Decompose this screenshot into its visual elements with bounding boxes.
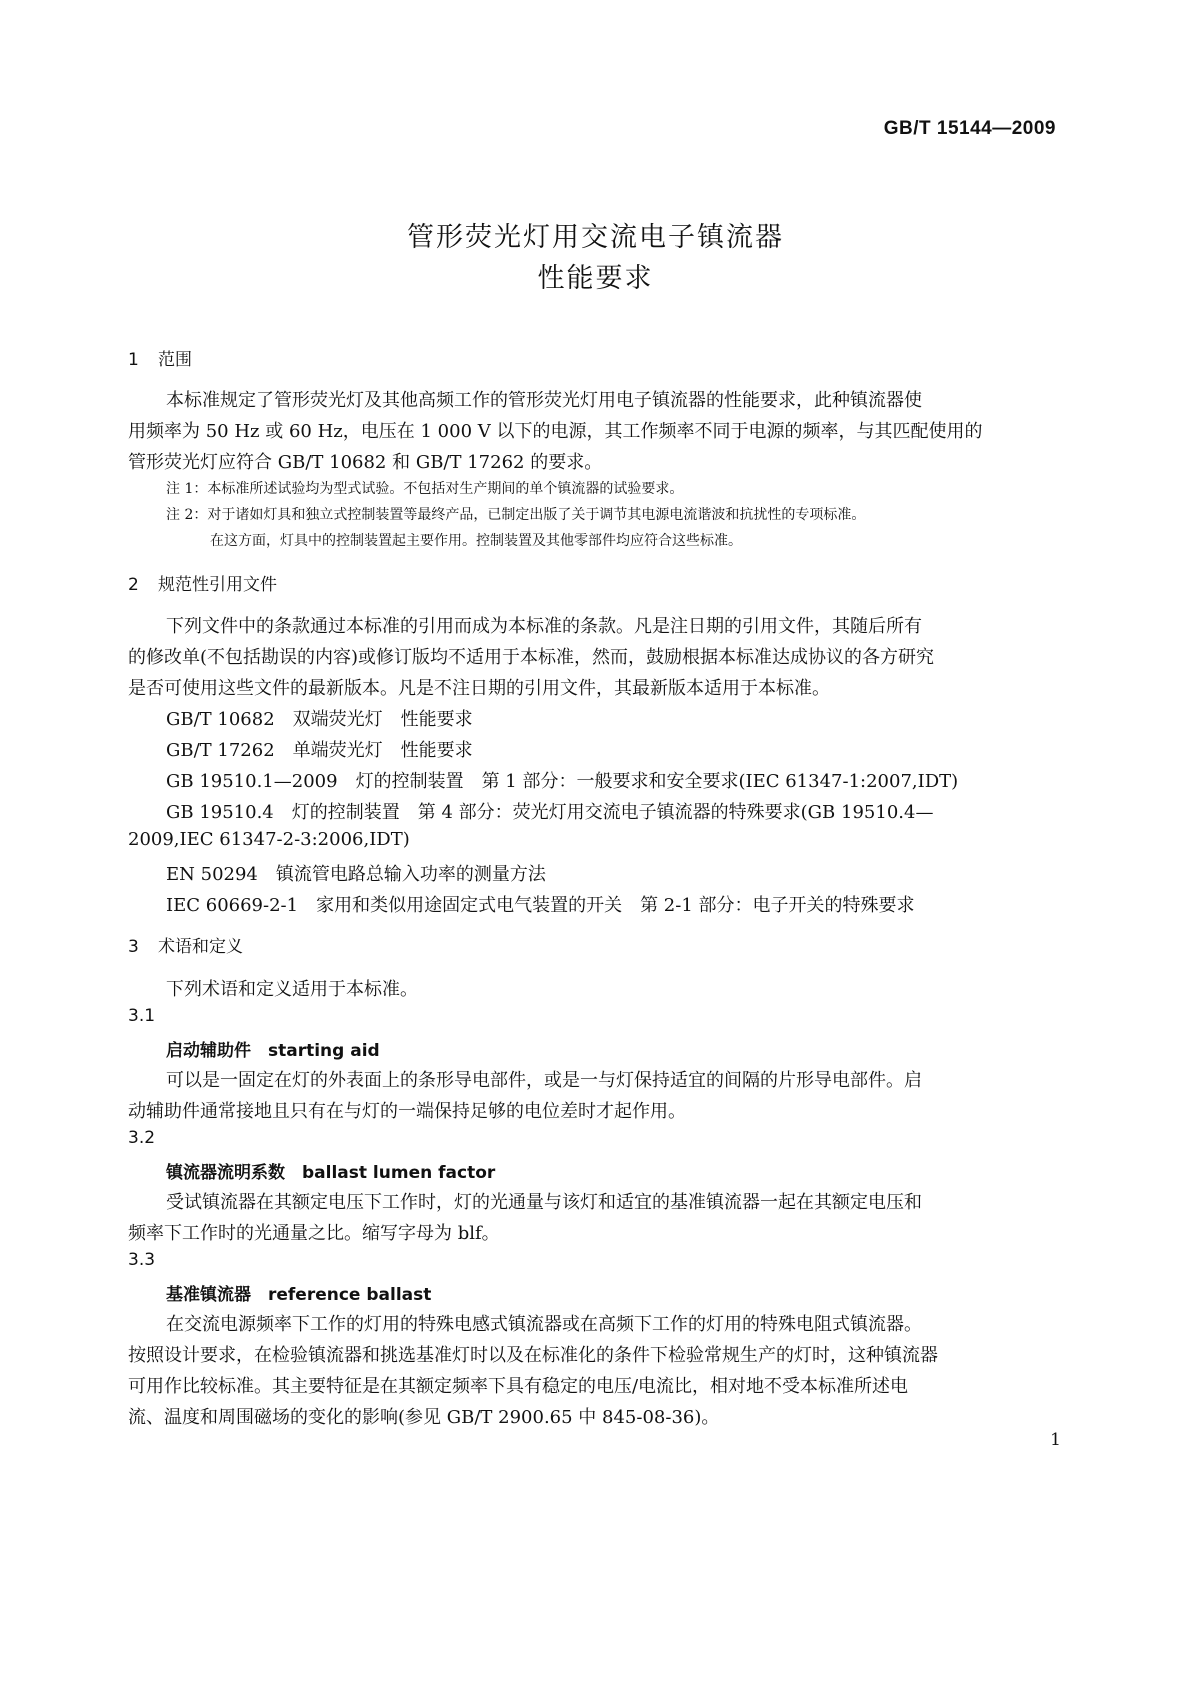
definition-line: 可用作比较标准。其主要特征是在其额定频率下具有稳定的电压/电流比，相对地不受本标准所述电 — [128, 1376, 909, 1397]
section-number: 3 — [128, 937, 139, 957]
definition-line: 频率下工作时的光通量之比。缩写字母为 blf。 — [128, 1223, 500, 1244]
reference-item: GB/T 10682 双端荧光灯 性能要求 — [166, 709, 473, 730]
reference-item: GB 19510.1—2009 灯的控制装置 第 1 部分：一般要求和安全要求(IEC 61347-1:2007,IDT) — [166, 771, 959, 792]
paragraph-line: 用频率为 50 Hz 或 60 Hz，电压在 1 000 V 以下的电源，其工作频率不同于电源的频率，与其匹配使用的 — [128, 421, 983, 442]
term-heading: 镇流器流明系数 ballast lumen factor — [166, 1163, 496, 1183]
section-number: 2 — [128, 575, 139, 595]
definition-line: 动辅助件通常接地且只有在与灯的一端保持足够的电位差时才起作用。 — [128, 1101, 686, 1122]
reference-item: GB 19510.4 灯的控制装置 第 4 部分：荧光灯用交流电子镇流器的特殊要求(GB 19510.4— — [166, 802, 934, 823]
document-title: 管形荧光灯用交流电子镇流器 — [407, 222, 784, 253]
subsection-number: 3.1 — [128, 1006, 156, 1026]
section-title: 规范性引用文件 — [158, 575, 277, 595]
definition-line: 按照设计要求，在检验镇流器和挑选基准灯时以及在标准化的条件下检验常规生产的灯时，这种镇流器 — [128, 1345, 938, 1366]
paragraph-line: 管形荧光灯应符合 GB/T 10682 和 GB/T 17262 的要求。 — [128, 452, 603, 473]
document-subtitle: 性能要求 — [537, 263, 654, 294]
paragraph-line: 下列术语和定义适用于本标准。 — [166, 979, 418, 1000]
standard-number: GB/T 15144—2009 — [883, 118, 1056, 139]
reference-item-continuation: 2009,IEC 61347-2-3:2006,IDT) — [128, 829, 410, 850]
page-number: 1 — [1050, 1430, 1061, 1450]
term-heading: 基准镇流器 reference ballast — [166, 1285, 432, 1305]
note-2: 注 2：对于诸如灯具和独立式控制装置等最终产品，已制定出版了关于调节其电源电流谐波和抗扰性的专项标准。 — [166, 507, 866, 523]
reference-item: EN 50294 镇流管电路总输入功率的测量方法 — [166, 864, 546, 885]
definition-line: 受试镇流器在其额定电压下工作时，灯的光通量与该灯和适宜的基准镇流器一起在其额定电压和 — [166, 1192, 922, 1213]
paragraph-line: 是否可使用这些文件的最新版本。凡是不注日期的引用文件，其最新版本适用于本标准。 — [128, 678, 830, 699]
section-number: 1 — [128, 350, 139, 370]
reference-item: IEC 60669-2-1 家用和类似用途固定式电气装置的开关 第 2-1 部分：电子开关的特殊要求 — [166, 895, 915, 916]
paragraph-line: 的修改单(不包括勘误的内容)或修订版均不适用于本标准，然而，鼓励根据本标准达成协议的各方研究 — [128, 647, 935, 668]
subsection-number: 3.3 — [128, 1250, 156, 1270]
section-3-heading — [128, 932, 243, 957]
definition-line: 在交流电源频率下工作的灯用的特殊电感式镇流器或在高频下工作的灯用的特殊电阻式镇流器。 — [166, 1314, 922, 1335]
section-2-heading — [128, 570, 277, 595]
section-title: 术语和定义 — [158, 937, 243, 957]
subsection-number: 3.2 — [128, 1128, 156, 1148]
note-2-continuation: 在这方面，灯具中的控制装置起主要作用。控制装置及其他零部件均应符合这些标准。 — [210, 533, 742, 549]
term-heading: 启动辅助件 starting aid — [166, 1041, 380, 1061]
note-1: 注 1：本标准所述试验均为型式试验。不包括对生产期间的单个镇流器的试验要求。 — [166, 481, 684, 497]
reference-item: GB/T 17262 单端荧光灯 性能要求 — [166, 740, 473, 761]
section-title: 范围 — [158, 350, 192, 370]
section-1-heading — [128, 345, 192, 370]
definition-line: 可以是一固定在灯的外表面上的条形导电部件，或是一与灯保持适宜的间隔的片形导电部件。启 — [166, 1070, 922, 1091]
definition-line: 流、温度和周围磁场的变化的影响(参见 GB/T 2900.65 中 845-08-36)。 — [128, 1407, 720, 1428]
paragraph-line: 下列文件中的条款通过本标准的引用而成为本标准的条款。凡是注日期的引用文件，其随后所有 — [166, 616, 922, 637]
paragraph-line: 本标准规定了管形荧光灯及其他高频工作的管形荧光灯用电子镇流器的性能要求，此种镇流器使 — [166, 390, 922, 411]
